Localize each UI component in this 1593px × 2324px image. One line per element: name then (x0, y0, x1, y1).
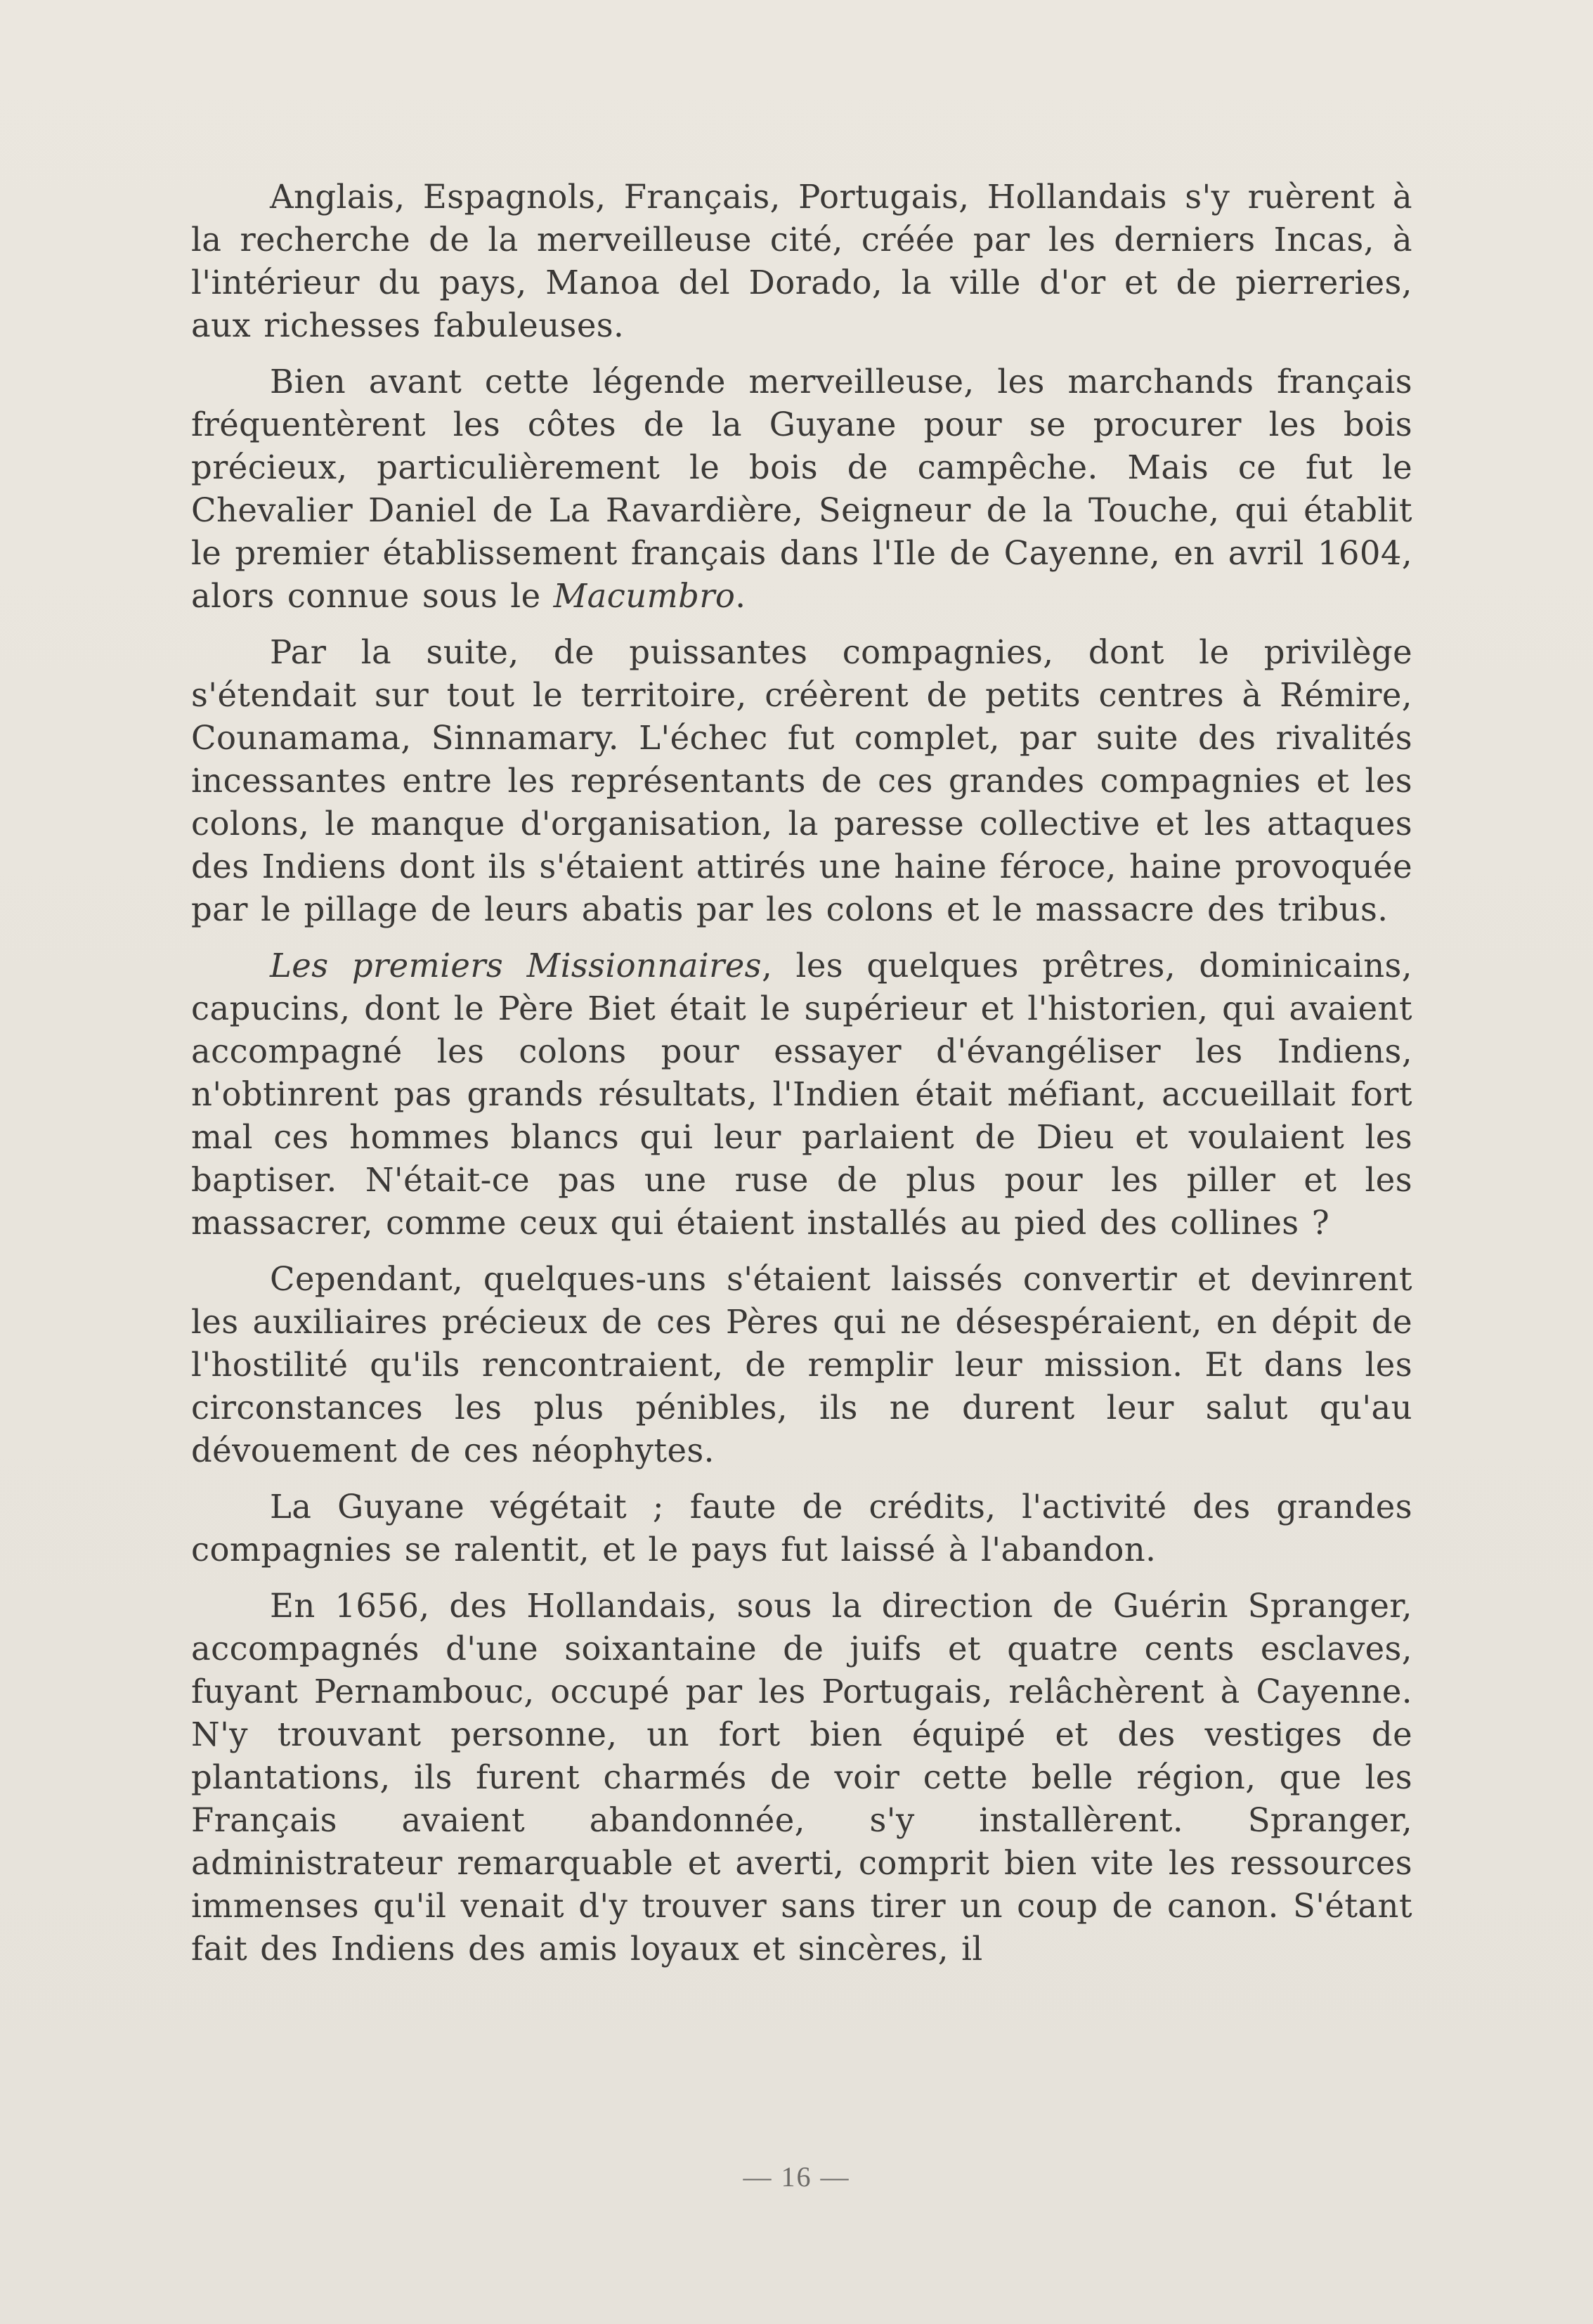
paragraph-7 (191, 1585, 1412, 1971)
paragraph-1 (191, 176, 1412, 347)
paragraph-3 (191, 631, 1412, 931)
paragraph-3-text: Par la suite, de puissantes compagnies, dont le privilège s'étendait sur tout le territoire, créèrent de petits centres à Rémire, Counamama, Sinnamary. L'échec fut complet, par suite des rivalités incessantes entre les représentants de ces grandes compagnies et les colons, le manque d'organisation, la paresse collective et les attaques des Indiens dont ils s'étaient attirés une haine féroce, haine provoquée par le pillage de leurs abatis par les colons et le massacre des tribus. (191, 633, 1412, 928)
paragraph-7-text: En 1656, des Hollandais, sous la direction de Guérin Spranger, accompagnés d'une soixantaine de juifs et quatre cents esclaves, fuyant Pernambouc, occupé par les Portugais, relâchèrent à Cayenne. N'y trouvant personne, un fort bien équipé et des vestiges de plantations, ils furent charmés de voir cette belle région, que les Français avaient abandonnée, s'y installèrent. Spranger, administrateur remarquable et averti, comprit bien vite les ressources immenses qu'il venait d'y trouver sans tirer un coup de canon. S'étant fait des Indiens des amis loyaux et sincères, il (191, 1587, 1412, 1968)
paragraph-4 (191, 944, 1412, 1245)
paragraph-5-text: Cependant, quelques-uns s'étaient laissés convertir et devinrent les auxiliaires précieux de ces Pères qui ne désespéraient, en dépit de l'hostilité qu'ils rencontraient, de remplir leur mission. Et dans les circonstances les plus pénibles, ils ne durent leur salut qu'au dévouement de ces néophytes. (191, 1260, 1412, 1469)
body-text (191, 176, 1412, 1971)
page-number: — 16 — (743, 2161, 850, 2193)
paragraph-2-italic-macumbro: Macumbro (553, 577, 736, 615)
paragraph-1-text: Anglais, Espagnols, Français, Portugais, Hollandais s'y ruèrent à la recherche de la merveilleuse cité, créée par les derniers Incas, à l'intérieur du pays, Manoa del Dorado, la ville d'or et de pierreries, aux richesses fabuleuses. (191, 178, 1412, 344)
paragraph-6 (191, 1486, 1412, 1571)
paragraph-2-end: . (735, 577, 746, 615)
paragraph-2-text: Bien avant cette légende merveilleuse, les marchands français fréquentèrent les côtes de la Guyane pour se procurer les bois précieux, particulièrement le bois de campêche. Mais ce fut le Chevalier Daniel de La Ravardière, Seigneur de la Touche, qui établit le premier établissement français dans l'Ile de Cayenne, en avril 1604, alors connue sous le (191, 363, 1412, 615)
paragraph-4-italic-heading: Les premiers Missionnaires (270, 947, 762, 985)
paragraph-5 (191, 1258, 1412, 1472)
paragraph-4-text: , les quelques prêtres, dominicains, capucins, dont le Père Biet était le supérieur et l'historien, qui avaient accompagné les colons pour essayer d'évangéliser les Indiens, n'obtinrent pas grands résultats, l'Indien était méfiant, accueillait fort mal ces hommes blancs qui leur parlaient de Dieu et voulaient les baptiser. N'était-ce pas une ruse de plus pour les piller et les massacrer, comme ceux qui étaient installés au pied des collines ? (191, 947, 1412, 1242)
paragraph-2 (191, 361, 1412, 618)
paragraph-6-text: La Guyane végétait ; faute de crédits, l'activité des grandes compagnies se ralentit, et le pays fut laissé à l'abandon. (191, 1488, 1412, 1569)
